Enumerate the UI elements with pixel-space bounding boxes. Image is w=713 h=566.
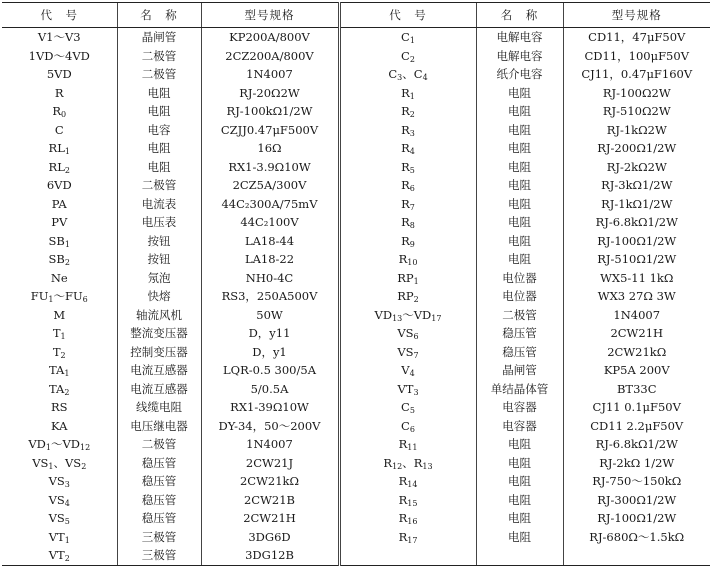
subscript: 3 [397, 73, 403, 83]
cell-spec-left: CZJJ0.47μF500V [201, 121, 339, 140]
subscript: 4 [64, 498, 70, 508]
cell-spec-right: 1N4007 [563, 306, 710, 325]
cell-spec-right: WX3 27Ω 3W [563, 287, 710, 306]
header-code-left: 代 号 [2, 3, 117, 28]
cell-name-right: 电阻 [476, 176, 563, 195]
cell-name-left: 二极管 [117, 176, 201, 195]
cell-name-left: 电容 [117, 121, 201, 140]
table-row [2, 472, 710, 491]
cell-code-right: $R_4$ [339, 139, 476, 158]
cell-code-right: $R_9$ [339, 232, 476, 251]
subscript: 1 [48, 461, 54, 471]
cell-spec-right [563, 546, 710, 565]
cell-code-right: $VS_6$ [339, 324, 476, 343]
cell-code-left: $T_1$ [52, 326, 66, 342]
cell-code-left: V1～V3 [37, 30, 81, 45]
subscript: 2 [81, 461, 87, 471]
table-row [2, 361, 710, 380]
cell-spec-left: RJ-100kΩ1/2W [201, 102, 339, 121]
table-row [2, 306, 710, 325]
cell-code-right: $RP_1$ [339, 269, 476, 288]
cell-name-right: 二极管 [476, 306, 563, 325]
subscript: 1 [64, 535, 70, 545]
cell-code-left: $T_2$ [52, 344, 66, 360]
cell-name-right: 电解电容 [476, 28, 563, 47]
cell-code-left: PV [51, 215, 68, 230]
cell-name-left: 稳压管 [117, 509, 201, 528]
subscript: 2 [64, 258, 70, 268]
cell-spec-left: 2CW21B [201, 491, 339, 510]
table-row [2, 139, 710, 158]
cell-code-right: $R_5$ [339, 158, 476, 177]
cell-spec-left: LA18-44 [201, 232, 339, 251]
table-row [2, 195, 710, 214]
cell-code-right: $R_3$ [339, 121, 476, 140]
cell-code-left: $VT_1$ [48, 529, 70, 545]
table-row [2, 213, 710, 232]
subscript: 1 [64, 147, 70, 157]
cell-code-left: $VS_1$、$VS_2$ [32, 455, 87, 471]
cell-spec-left: 50W [201, 306, 339, 325]
cell-spec-right: RJ-100Ω1/2W [563, 509, 710, 528]
header-spec-left: 型号规格 [201, 3, 339, 28]
cell-code-right: $C_3$、$C_4$ [339, 65, 476, 84]
subscript: 1 [413, 276, 419, 286]
cell-name-right: 纸介电容 [476, 65, 563, 84]
cell-spec-left: NH0-4C [201, 269, 339, 288]
cell-name-right: 电解电容 [476, 47, 563, 66]
cell-code-left: $RL_1$ [48, 141, 70, 157]
subscript: 6 [409, 184, 415, 194]
cell-name-right: 电阻 [476, 139, 563, 158]
cell-spec-left: 1N4007 [201, 65, 339, 84]
table-row [2, 324, 710, 343]
component-spec-table [2, 2, 710, 566]
cell-name-right: 电阻 [476, 250, 563, 269]
table-row [2, 417, 710, 436]
cell-spec-right: KP5A 200V [563, 361, 710, 380]
cell-spec-left: D，y11 [201, 324, 339, 343]
cell-name-right: 电阻 [476, 435, 563, 454]
table-row [2, 28, 710, 47]
subscript: 2 [64, 554, 70, 564]
subscript: 3 [64, 480, 70, 490]
cell-name-left: 电阻 [117, 139, 201, 158]
table-row [2, 528, 710, 547]
cell-spec-right: 2CW21kΩ [563, 343, 710, 362]
cell-name-right: 电阻 [476, 454, 563, 473]
cell-code-right: $C_1$ [339, 28, 476, 47]
subscript: 10 [407, 258, 418, 268]
cell-name-right: 电阻 [476, 121, 563, 140]
cell-name-left: 稳压管 [117, 454, 201, 473]
cell-name-right [476, 546, 563, 565]
header-name-left: 名 称 [117, 3, 201, 28]
cell-code-right: $R_{12}$、$R_{13}$ [339, 454, 476, 473]
table-row [2, 121, 710, 140]
subscript: 5 [409, 165, 415, 175]
table-row [2, 454, 710, 473]
subscript: 9 [409, 239, 415, 249]
cell-code-left: $VS_5$ [48, 511, 70, 527]
subscript: 13 [392, 313, 403, 323]
header-spec-right: 型号规格 [563, 3, 710, 28]
subscript: 11 [407, 443, 418, 453]
table-header [2, 3, 710, 28]
cell-name-left: 电压继电器 [117, 417, 201, 436]
table-row [2, 65, 710, 84]
subscript: 2 [64, 387, 70, 397]
subscript: 1 [409, 91, 415, 101]
cell-spec-right: CD11，47μF50V [563, 28, 710, 47]
subscript: 5 [409, 406, 415, 416]
cell-name-left: 晶闸管 [117, 28, 201, 47]
subscript: 0 [61, 110, 67, 120]
cell-name-right: 电容器 [476, 417, 563, 436]
subscript: 1 [45, 443, 51, 453]
cell-code-right: $VT_3$ [339, 380, 476, 399]
subscript: 1 [64, 369, 70, 379]
cell-name-left: 电流互感器 [117, 361, 201, 380]
cell-code-left: Ne [50, 270, 68, 285]
subscript: 4 [422, 73, 428, 83]
cell-code-left: $FU_1\sim FU_6$ [30, 289, 88, 305]
cell-spec-left: LA18-22 [201, 250, 339, 269]
subscript: 16 [407, 517, 418, 527]
cell-spec-right: CD11 2.2μF50V [563, 417, 710, 436]
cell-name-left: 二极管 [117, 65, 201, 84]
cell-code-right: $R_{14}$ [339, 472, 476, 491]
header-row [2, 3, 710, 28]
cell-name-right: 晶闸管 [476, 361, 563, 380]
cell-name-left: 电压表 [117, 213, 201, 232]
cell-spec-left: 2CW21J [201, 454, 339, 473]
cell-spec-right: RJ-510Ω2W [563, 102, 710, 121]
cell-name-left: 稳压管 [117, 472, 201, 491]
cell-name-left: 快熔 [117, 287, 201, 306]
cell-spec-left: LQR-0.5 300/5A [201, 361, 339, 380]
cell-spec-left: DY-34，50～200V [201, 417, 339, 436]
cell-spec-right: WX5-11 1kΩ [563, 269, 710, 288]
cell-spec-left: RX1-39Ω10W [201, 398, 339, 417]
cell-name-right: 电阻 [476, 158, 563, 177]
cell-name-left: 电阻 [117, 84, 201, 103]
table-row [2, 269, 710, 288]
cell-name-left: 氖泡 [117, 269, 201, 288]
table-row [2, 380, 710, 399]
cell-name-right: 电位器 [476, 269, 563, 288]
cell-spec-right: RJ-6.8kΩ1/2W [563, 435, 710, 454]
table-row [2, 546, 710, 565]
subscript: 2 [60, 350, 66, 360]
cell-spec-left: 44C₂300A/75mV [201, 195, 339, 214]
cell-spec-right: RJ-300Ω1/2W [563, 491, 710, 510]
cell-spec-left: D，y1 [201, 343, 339, 362]
cell-name-left: 三极管 [117, 546, 201, 565]
cell-name-left: 电流互感器 [117, 380, 201, 399]
cell-name-left: 三极管 [117, 528, 201, 547]
table-row [2, 232, 710, 251]
cell-spec-right: RJ-6.8kΩ1/2W [563, 213, 710, 232]
cell-name-right: 电位器 [476, 287, 563, 306]
cell-name-right: 电阻 [476, 509, 563, 528]
cell-name-left: 整流变压器 [117, 324, 201, 343]
subscript: 1 [60, 332, 66, 342]
cell-spec-right: CD11，100μF50V [563, 47, 710, 66]
cell-spec-right: RJ-2kΩ2W [563, 158, 710, 177]
subscript: 2 [409, 110, 415, 120]
cell-spec-right: RJ-510Ω1/2W [563, 250, 710, 269]
cell-code-left: $TA_1$ [49, 363, 70, 379]
cell-spec-left: 1N4007 [201, 435, 339, 454]
cell-name-left: 轴流风机 [117, 306, 201, 325]
cell-code-right: $R_2$ [339, 102, 476, 121]
subscript: 8 [409, 221, 415, 231]
subscript: 14 [407, 480, 418, 490]
cell-code-right: $R_6$ [339, 176, 476, 195]
subscript: 1 [64, 239, 70, 249]
cell-name-left: 按钮 [117, 250, 201, 269]
cell-spec-left: KP200A/800V [201, 28, 339, 47]
cell-name-left: 控制变压器 [117, 343, 201, 362]
cell-name-right: 稳压管 [476, 324, 563, 343]
cell-code-left: $VT_2$ [2, 546, 117, 565]
cell-code-left: 6VD [46, 178, 72, 193]
cell-code-right: $C_2$ [339, 47, 476, 66]
header-name-right: 名 称 [476, 3, 563, 28]
cell-name-right: 电阻 [476, 491, 563, 510]
table-row [2, 250, 710, 269]
cell-code-left: $SB_2$ [48, 252, 70, 268]
cell-code-right: $R_{10}$ [339, 250, 476, 269]
subscript: 12 [392, 461, 403, 471]
cell-code-left: RS [50, 400, 68, 415]
cell-name-right: 电容器 [476, 398, 563, 417]
cell-spec-right: 2CW21H [563, 324, 710, 343]
cell-name-left: 电阻 [117, 158, 201, 177]
cell-code-left: $RL_2$ [48, 159, 70, 175]
subscript: 15 [407, 498, 418, 508]
cell-code-right: $C_5$ [339, 398, 476, 417]
subscript: 4 [409, 369, 415, 379]
cell-name-right: 单结晶体管 [476, 380, 563, 399]
cell-code-left: $VS_3$ [48, 474, 70, 490]
cell-code-left: $R_0$ [52, 104, 67, 120]
subscript: 3 [409, 128, 415, 138]
subscript: 1 [48, 295, 54, 305]
cell-spec-right: RJ-3kΩ1/2W [563, 176, 710, 195]
cell-name-left: 线缆电阻 [117, 398, 201, 417]
cell-spec-left: RS3，250A500V [201, 287, 339, 306]
header-code-right: 代 号 [339, 3, 476, 28]
subscript: 6 [409, 424, 415, 434]
subscript: 6 [413, 332, 419, 342]
cell-code-left: R [54, 85, 64, 100]
cell-name-left: 电阻 [117, 102, 201, 121]
cell-spec-left: 44C₂100V [201, 213, 339, 232]
cell-code-left: PA [51, 196, 67, 211]
cell-name-left: 电流表 [117, 195, 201, 214]
cell-name-right: 电阻 [476, 232, 563, 251]
subscript: 13 [422, 461, 433, 471]
cell-spec-right: BT33C [563, 380, 710, 399]
cell-name-right: 电阻 [476, 195, 563, 214]
cell-code-left: M [53, 307, 66, 322]
subscript: 1 [409, 36, 415, 46]
cell-name-right: 电阻 [476, 102, 563, 121]
cell-spec-left: 2CW21H [201, 509, 339, 528]
cell-code-right: $VD_{13}\sim VD_{17}$ [339, 306, 476, 325]
table-row [2, 509, 710, 528]
subscript: 5 [64, 517, 70, 527]
table-row [2, 491, 710, 510]
cell-name-left: 稳压管 [117, 491, 201, 510]
cell-code-right: $R_{11}$ [339, 435, 476, 454]
cell-spec-left: 3DG6D [201, 528, 339, 547]
cell-name-right: 电阻 [476, 213, 563, 232]
cell-code-right: $R_{16}$ [339, 509, 476, 528]
cell-code-right: $C_6$ [339, 417, 476, 436]
cell-name-left: 按钮 [117, 232, 201, 251]
cell-spec-right: RJ-1kΩ2W [563, 121, 710, 140]
subscript: 6 [82, 295, 88, 305]
subscript: 7 [413, 350, 419, 360]
table-row [2, 343, 710, 362]
table-row [2, 158, 710, 177]
cell-name-right: 稳压管 [476, 343, 563, 362]
table-row [2, 435, 710, 454]
subscript: 2 [64, 165, 70, 175]
cell-code-right: $R_{15}$ [339, 491, 476, 510]
cell-code-left: 5VD [46, 67, 72, 82]
cell-spec-right: RJ-750～150kΩ [563, 472, 710, 491]
cell-name-right: 电阻 [476, 84, 563, 103]
cell-code-left: KA [51, 418, 68, 433]
cell-spec-left: 5/0.5A [201, 380, 339, 399]
subscript: 17 [431, 313, 442, 323]
cell-spec-left: 2CZ5A/300V [201, 176, 339, 195]
cell-name-right: 电阻 [476, 472, 563, 491]
cell-code-left: $SB_1$ [48, 233, 70, 249]
cell-code-right: $RP_2$ [339, 287, 476, 306]
cell-spec-left: RJ-20Ω2W [201, 84, 339, 103]
cell-code-left: 1VD～4VD [28, 48, 90, 63]
cell-code-left: $VS_4$ [48, 492, 70, 508]
cell-spec-right: RJ-100Ω1/2W [563, 232, 710, 251]
cell-spec-right: RJ-1kΩ1/2W [563, 195, 710, 214]
cell-spec-left: 16Ω [201, 139, 339, 158]
cell-spec-right: RJ-100Ω2W [563, 84, 710, 103]
cell-name-right: 电阻 [476, 528, 563, 547]
subscript: 12 [79, 443, 91, 453]
cell-code-right: $VS_7$ [339, 343, 476, 362]
cell-code-right: $V_4$ [339, 361, 476, 380]
cell-spec-left: 3DG12B [201, 546, 339, 565]
cell-spec-right: RJ-680Ω～1.5kΩ [563, 528, 710, 547]
table-row [2, 398, 710, 417]
subscript: 3 [413, 387, 419, 397]
subscript: 2 [413, 295, 419, 305]
cell-code-right: $R_7$ [339, 195, 476, 214]
table-body [2, 28, 710, 566]
cell-spec-right: RJ-2kΩ 1/2W [563, 454, 710, 473]
cell-name-left: 二极管 [117, 47, 201, 66]
cell-name-left: 二极管 [117, 435, 201, 454]
subscript: 7 [409, 202, 415, 212]
cell-spec-right: RJ-200Ω1/2W [563, 139, 710, 158]
cell-spec-right: CJ11，0.47μF160V [563, 65, 710, 84]
cell-code-right [339, 546, 476, 565]
cell-code-right: $R_8$ [339, 213, 476, 232]
subscript: 2 [409, 54, 415, 64]
cell-spec-left: 2CW21kΩ [201, 472, 339, 491]
subscript: 17 [407, 535, 418, 545]
subscript: 4 [409, 147, 415, 157]
table-row [2, 47, 710, 66]
cell-code-left: C [54, 122, 64, 137]
cell-spec-left: RX1-3.9Ω10W [201, 158, 339, 177]
table-row [2, 84, 710, 103]
cell-code-left: $VD_1\sim VD_{12}$ [28, 437, 91, 453]
cell-code-left: $TA_2$ [49, 381, 70, 397]
cell-code-right: $R_1$ [339, 84, 476, 103]
cell-spec-right: CJ11 0.1μF50V [563, 398, 710, 417]
table-row [2, 287, 710, 306]
table-row [2, 102, 710, 121]
table-row [2, 176, 710, 195]
cell-spec-left: 2CZ200A/800V [201, 47, 339, 66]
cell-code-right: $R_{17}$ [339, 528, 476, 547]
